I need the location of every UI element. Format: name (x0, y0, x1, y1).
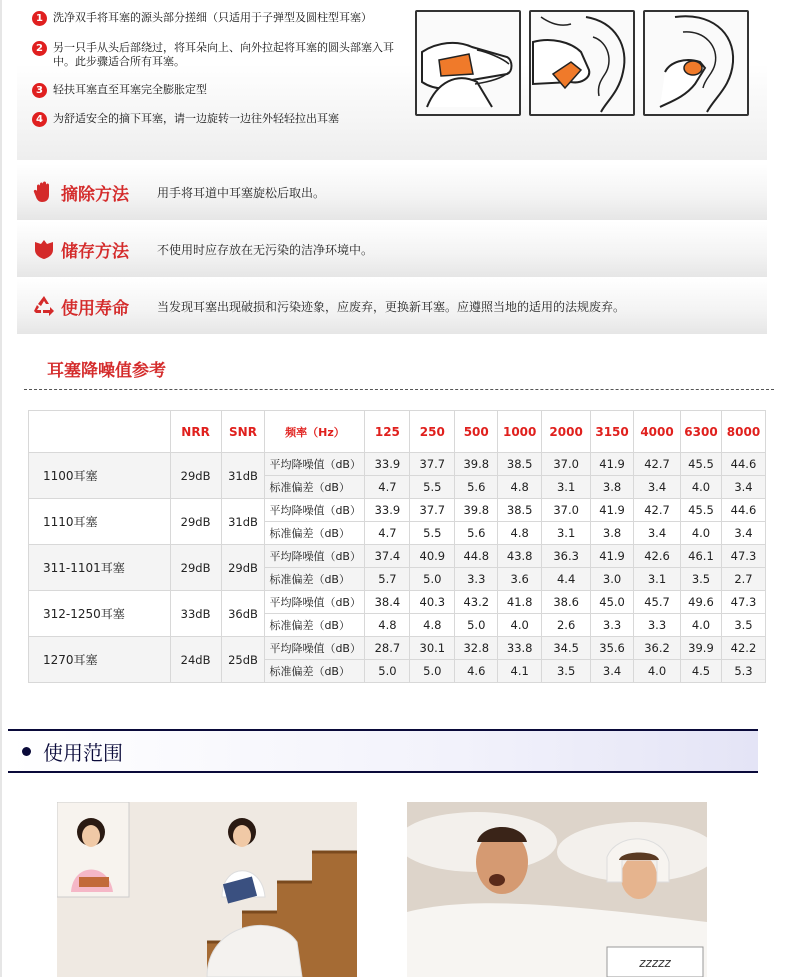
metric-label-cell: 平均降噪值（dB） (265, 453, 365, 476)
value-cell: 4.8 (365, 614, 410, 637)
step-text: 为舒适安全的摘下耳塞，请一边旋转一边往外轻轻拉出耳塞 (53, 112, 339, 125)
value-cell: 2.6 (542, 614, 591, 637)
nrr-cell: 29dB (170, 453, 221, 499)
value-cell: 4.5 (680, 660, 721, 683)
metric-label-cell: 标准偏差（dB） (265, 522, 365, 545)
table-header-cell: 3150 (591, 411, 634, 453)
value-cell: 3.3 (455, 568, 498, 591)
value-cell: 43.8 (498, 545, 542, 568)
value-cell: 3.0 (591, 568, 634, 591)
value-cell: 41.9 (591, 453, 634, 476)
nrr-cell: 29dB (170, 545, 221, 591)
value-cell: 32.8 (455, 637, 498, 660)
value-cell: 4.0 (498, 614, 542, 637)
value-cell: 3.1 (542, 476, 591, 499)
value-cell: 4.8 (498, 476, 542, 499)
value-cell: 3.6 (498, 568, 542, 591)
table-header-cell: 频率（Hz） (265, 411, 365, 453)
table-row (29, 453, 766, 476)
value-cell: 3.4 (721, 476, 765, 499)
nrr-cell: 24dB (170, 637, 221, 683)
snr-cell: 29dB (221, 545, 265, 591)
insert-earplug-illustration (529, 10, 635, 116)
bar-description: 不使用时应存放在无污染的洁净环境中。 (157, 242, 374, 257)
value-cell: 3.3 (634, 614, 681, 637)
metric-label-cell: 标准偏差（dB） (265, 476, 365, 499)
value-cell: 37.7 (410, 499, 455, 522)
studying-photo (57, 802, 357, 977)
value-cell: 36.2 (634, 637, 681, 660)
snr-cell: 36dB (221, 591, 265, 637)
value-cell: 45.5 (680, 453, 721, 476)
model-cell: 311-1101耳塞 (29, 545, 171, 591)
bar-title: 储存方法 (61, 241, 129, 262)
table-row (29, 637, 766, 660)
value-cell: 5.5 (410, 522, 455, 545)
value-cell: 3.4 (591, 660, 634, 683)
value-cell: 3.1 (634, 568, 681, 591)
value-cell: 3.1 (542, 522, 591, 545)
hand-icon (33, 181, 55, 203)
step-1 (32, 11, 398, 26)
value-cell: 42.2 (721, 637, 765, 660)
value-cell: 4.0 (680, 614, 721, 637)
value-cell: 33.9 (365, 499, 410, 522)
table-header-row (29, 411, 766, 453)
insertion-steps-panel (17, 0, 767, 160)
value-cell: 41.9 (591, 499, 634, 522)
bar-title: 摘除方法 (61, 184, 129, 205)
model-cell: 1270耳塞 (29, 637, 171, 683)
value-cell: 3.4 (634, 476, 681, 499)
nrr-cell: 29dB (170, 499, 221, 545)
step-text: 另一只手从头后部绕过，将耳朵向上、向外拉起将耳塞的圆头部塞入耳中。此步骤适合所有耳塞。 (53, 41, 394, 68)
table-header-cell (29, 411, 171, 453)
metric-label-cell: 平均降噪值（dB） (265, 591, 365, 614)
metric-label-cell: 标准偏差（dB） (265, 568, 365, 591)
value-cell: 5.0 (365, 660, 410, 683)
value-cell: 37.4 (365, 545, 410, 568)
recycle-icon (33, 295, 55, 317)
bar-description: 当发现耳塞出现破损和污染迹象，应废弃，更换新耳塞。应遵照当地的适用的法规废弃。 (157, 299, 626, 314)
seated-earplug-illustration (643, 10, 749, 116)
table-row (29, 545, 766, 568)
value-cell: 4.8 (410, 614, 455, 637)
value-cell: 45.7 (634, 591, 681, 614)
step-number-badge: 2 (32, 41, 47, 56)
snr-cell: 31dB (221, 453, 265, 499)
value-cell: 5.3 (721, 660, 765, 683)
value-cell: 30.1 (410, 637, 455, 660)
nrr-cell: 33dB (170, 591, 221, 637)
step-4 (32, 112, 398, 127)
table-header-cell: 6300 (680, 411, 721, 453)
table-row (29, 499, 766, 522)
value-cell: 4.0 (680, 476, 721, 499)
service-life-bar (17, 278, 767, 334)
value-cell: 49.6 (680, 591, 721, 614)
step-3 (32, 83, 398, 98)
value-cell: 4.4 (542, 568, 591, 591)
noise-reduction-table (28, 410, 766, 683)
value-cell: 36.3 (542, 545, 591, 568)
value-cell: 4.0 (680, 522, 721, 545)
svg-text:zzzzz: zzzzz (639, 956, 671, 970)
value-cell: 4.0 (634, 660, 681, 683)
table-header-cell: 500 (455, 411, 498, 453)
shield-icon (33, 238, 55, 260)
value-cell: 45.5 (680, 499, 721, 522)
value-cell: 3.8 (591, 522, 634, 545)
value-cell: 3.3 (591, 614, 634, 637)
snoring-couple-photo (407, 802, 707, 977)
value-cell: 4.1 (498, 660, 542, 683)
snr-cell: 25dB (221, 637, 265, 683)
table-header-cell: 2000 (542, 411, 591, 453)
value-cell: 4.7 (365, 476, 410, 499)
value-cell: 39.8 (455, 453, 498, 476)
model-cell: 1100耳塞 (29, 453, 171, 499)
value-cell: 34.5 (542, 637, 591, 660)
value-cell: 3.5 (542, 660, 591, 683)
value-cell: 38.6 (542, 591, 591, 614)
value-cell: 5.5 (410, 476, 455, 499)
value-cell: 35.6 (591, 637, 634, 660)
snr-cell: 31dB (221, 499, 265, 545)
value-cell: 5.6 (455, 522, 498, 545)
value-cell: 4.7 (365, 522, 410, 545)
table-header-cell: 8000 (721, 411, 765, 453)
value-cell: 28.7 (365, 637, 410, 660)
value-cell: 3.5 (680, 568, 721, 591)
value-cell: 39.8 (455, 499, 498, 522)
value-cell: 38.5 (498, 499, 542, 522)
step-number-badge: 1 (32, 11, 47, 26)
value-cell: 3.5 (721, 614, 765, 637)
value-cell: 5.6 (455, 476, 498, 499)
value-cell: 5.7 (365, 568, 410, 591)
metric-label-cell: 平均降噪值（dB） (265, 545, 365, 568)
value-cell: 38.5 (498, 453, 542, 476)
noise-reduction-title: 耳塞降噪值参考 (47, 361, 166, 381)
step-text: 轻扶耳塞直至耳塞完全膨胀定型 (53, 83, 207, 96)
value-cell: 3.4 (634, 522, 681, 545)
metric-label-cell: 平均降噪值（dB） (265, 499, 365, 522)
value-cell: 4.8 (498, 522, 542, 545)
value-cell: 4.6 (455, 660, 498, 683)
table-row (29, 591, 766, 614)
value-cell: 46.1 (680, 545, 721, 568)
model-cell: 312-1250耳塞 (29, 591, 171, 637)
step-number-badge: 3 (32, 83, 47, 98)
usage-section-header (8, 729, 758, 773)
value-cell: 37.0 (542, 499, 591, 522)
roll-earplug-illustration (415, 10, 521, 116)
value-cell: 33.9 (365, 453, 410, 476)
page-left-border (0, 0, 2, 977)
metric-label-cell: 标准偏差（dB） (265, 660, 365, 683)
table-header-cell: 1000 (498, 411, 542, 453)
table-header-cell: 4000 (634, 411, 681, 453)
value-cell: 5.0 (455, 614, 498, 637)
value-cell: 45.0 (591, 591, 634, 614)
value-cell: 40.3 (410, 591, 455, 614)
bullet-dot (22, 747, 31, 756)
value-cell: 42.7 (634, 453, 681, 476)
metric-label-cell: 平均降噪值（dB） (265, 637, 365, 660)
bar-title: 使用寿命 (61, 298, 129, 319)
value-cell: 40.9 (410, 545, 455, 568)
value-cell: 5.0 (410, 568, 455, 591)
step-text: 洗净双手将耳塞的源头部分搓细（只适用于子弹型及圆柱型耳塞） (53, 11, 372, 24)
value-cell: 3.4 (721, 522, 765, 545)
value-cell: 47.3 (721, 545, 765, 568)
value-cell: 37.0 (542, 453, 591, 476)
value-cell: 38.4 (365, 591, 410, 614)
table-header-cell: NRR (170, 411, 221, 453)
value-cell: 41.9 (591, 545, 634, 568)
bar-description: 用手将耳道中耳塞旋松后取出。 (157, 185, 326, 200)
step-number-badge: 4 (32, 112, 47, 127)
value-cell: 41.8 (498, 591, 542, 614)
table-header-cell: SNR (221, 411, 265, 453)
dashed-divider (24, 389, 774, 390)
step-2 (32, 41, 398, 69)
value-cell: 3.8 (591, 476, 634, 499)
value-cell: 47.3 (721, 591, 765, 614)
value-cell: 44.8 (455, 545, 498, 568)
value-cell: 44.6 (721, 499, 765, 522)
value-cell: 42.6 (634, 545, 681, 568)
value-cell: 37.7 (410, 453, 455, 476)
value-cell: 42.7 (634, 499, 681, 522)
value-cell: 33.8 (498, 637, 542, 660)
model-cell: 1110耳塞 (29, 499, 171, 545)
storage-method-bar (17, 221, 767, 277)
table-header-cell: 250 (410, 411, 455, 453)
value-cell: 2.7 (721, 568, 765, 591)
removal-method-bar (17, 164, 767, 220)
usage-title: 使用范围 (43, 740, 123, 765)
value-cell: 43.2 (455, 591, 498, 614)
value-cell: 39.9 (680, 637, 721, 660)
value-cell: 44.6 (721, 453, 765, 476)
metric-label-cell: 标准偏差（dB） (265, 614, 365, 637)
table-header-cell: 125 (365, 411, 410, 453)
value-cell: 5.0 (410, 660, 455, 683)
